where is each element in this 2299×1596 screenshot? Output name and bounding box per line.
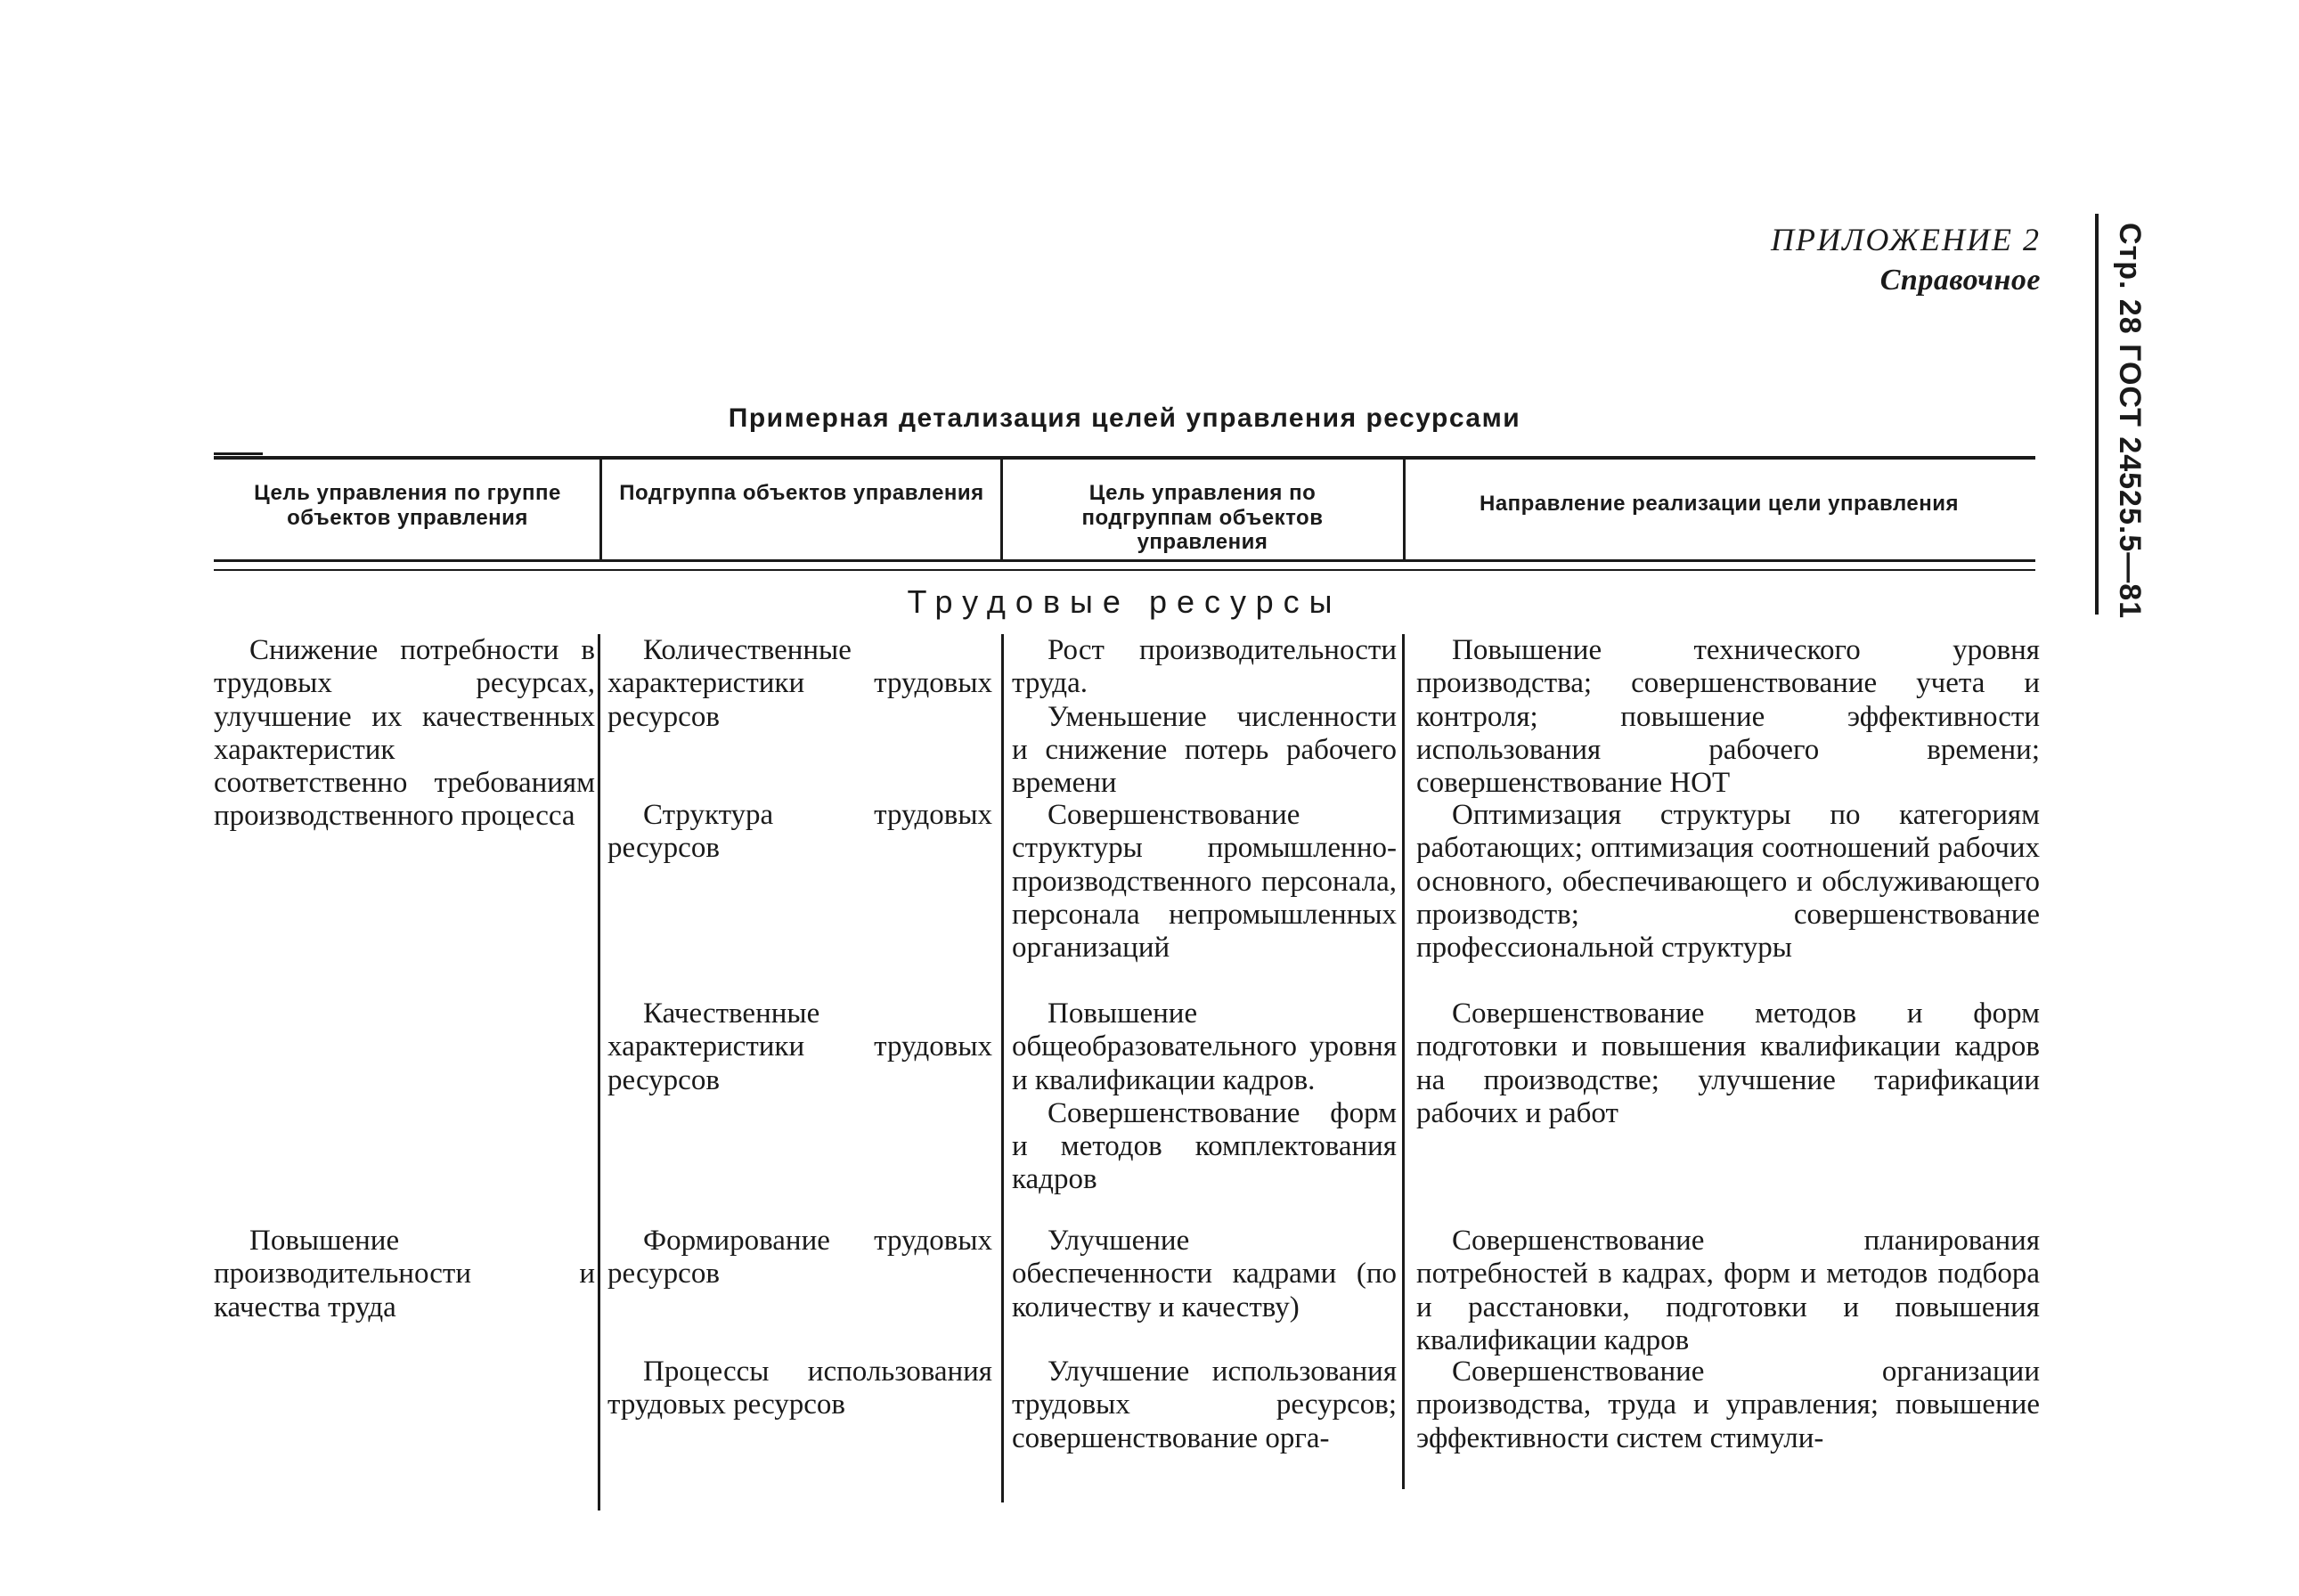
page-side-header: [2095, 214, 2150, 620]
column-header-subgroup-goal: Цель управления по подгруппам объектов управления: [1081, 481, 1324, 555]
subgroup-goal-cell: Повышение общеобразовательного уровня и квалификации кадров. Совершенствование форм и методов комплектования кадров: [1012, 998, 1397, 1196]
column-divider: [1000, 460, 1003, 561]
subgroup-goal-cell: Улучшение использования трудовых ресурсов; совершенствование орга-: [1012, 1356, 1397, 1454]
direction-cell: Совершенствование организации производства, труда и управления; повышение эффективности систем стимули-: [1416, 1356, 2040, 1454]
appendix-subtitle: Справочное: [1879, 263, 2041, 297]
subgroup-goal-cell: Совершенствование структуры промышленно-производственного персонала, персонала непромышленных организаций: [1012, 799, 1397, 965]
appendix-header: [1771, 219, 2041, 300]
group-goal-cell: Повышение производительности и качества труда: [214, 1225, 595, 1323]
column-divider: [598, 634, 600, 1510]
subgroup-goal-cell: Рост производительности труда. Уменьшение численности и снижение потерь рабочего времени: [1012, 634, 1397, 800]
appendix-title: ПРИЛОЖЕНИЕ 2: [1771, 222, 2041, 257]
subgroup-cell: Формирование трудовых ресурсов: [607, 1225, 992, 1291]
column-divider: [1402, 634, 1405, 1489]
page-number-standard: Стр. 28 ГОСТ 24525.5—81: [2113, 223, 2147, 620]
column-divider: [1403, 460, 1406, 561]
table-top-rule: [214, 456, 2035, 460]
column-header-group-goal: Цель управления по группе объектов управления: [254, 481, 561, 530]
direction-cell: Оптимизация структуры по категориям работающих; оптимизация соотношений рабочих основного, обеспечивающего и обслуживающего производств; совершенствование профессиональной структуры: [1416, 799, 2040, 965]
header-bottom-rule-thin: [214, 569, 2035, 571]
direction-cell: Повышение технического уровня производства; совершенствование учета и контроля; повышение эффективности использования рабочего времени; совершенствование НОТ: [1416, 634, 2040, 800]
column-divider: [1001, 634, 1004, 1502]
group-goal-cell: Снижение потребности в трудовых ресурсах, улучшение их качественных характеристик соответственно требованиям производственного процесса: [214, 634, 595, 833]
subgroup-cell: Процессы использования трудовых ресурсов: [607, 1356, 992, 1421]
direction-cell: Совершенствование методов и форм подготовки и повышения квалификации кадров на производстве; улучшение тарификации рабочих и работ: [1416, 998, 2040, 1129]
column-header-direction: Направление реализации цели управления: [1480, 492, 1959, 516]
table-rule-mark: [214, 452, 263, 455]
subgroup-cell: Структура трудовых ресурсов: [607, 799, 992, 865]
header-bottom-rule: [214, 559, 2035, 562]
subgroup-goal-cell: Улучшение обеспеченности кадрами (по количеству и качеству): [1012, 1225, 1397, 1323]
column-divider: [599, 460, 602, 561]
column-header-subgroup: Подгруппа объектов управления: [619, 481, 984, 505]
table-title: Примерная детализация целей управления ресурсами: [728, 403, 1521, 433]
section-heading: Трудовые ресурсы: [907, 583, 1342, 620]
direction-cell: Совершенствование планирования потребностей в кадрах, форм и методов подбора и расстановки, подготовки и повышения квалификации кадров: [1416, 1225, 2040, 1356]
subgroup-cell: Количественные характеристики трудовых ресурсов: [607, 634, 992, 733]
subgroup-cell: Качественные характеристики трудовых ресурсов: [607, 998, 992, 1096]
